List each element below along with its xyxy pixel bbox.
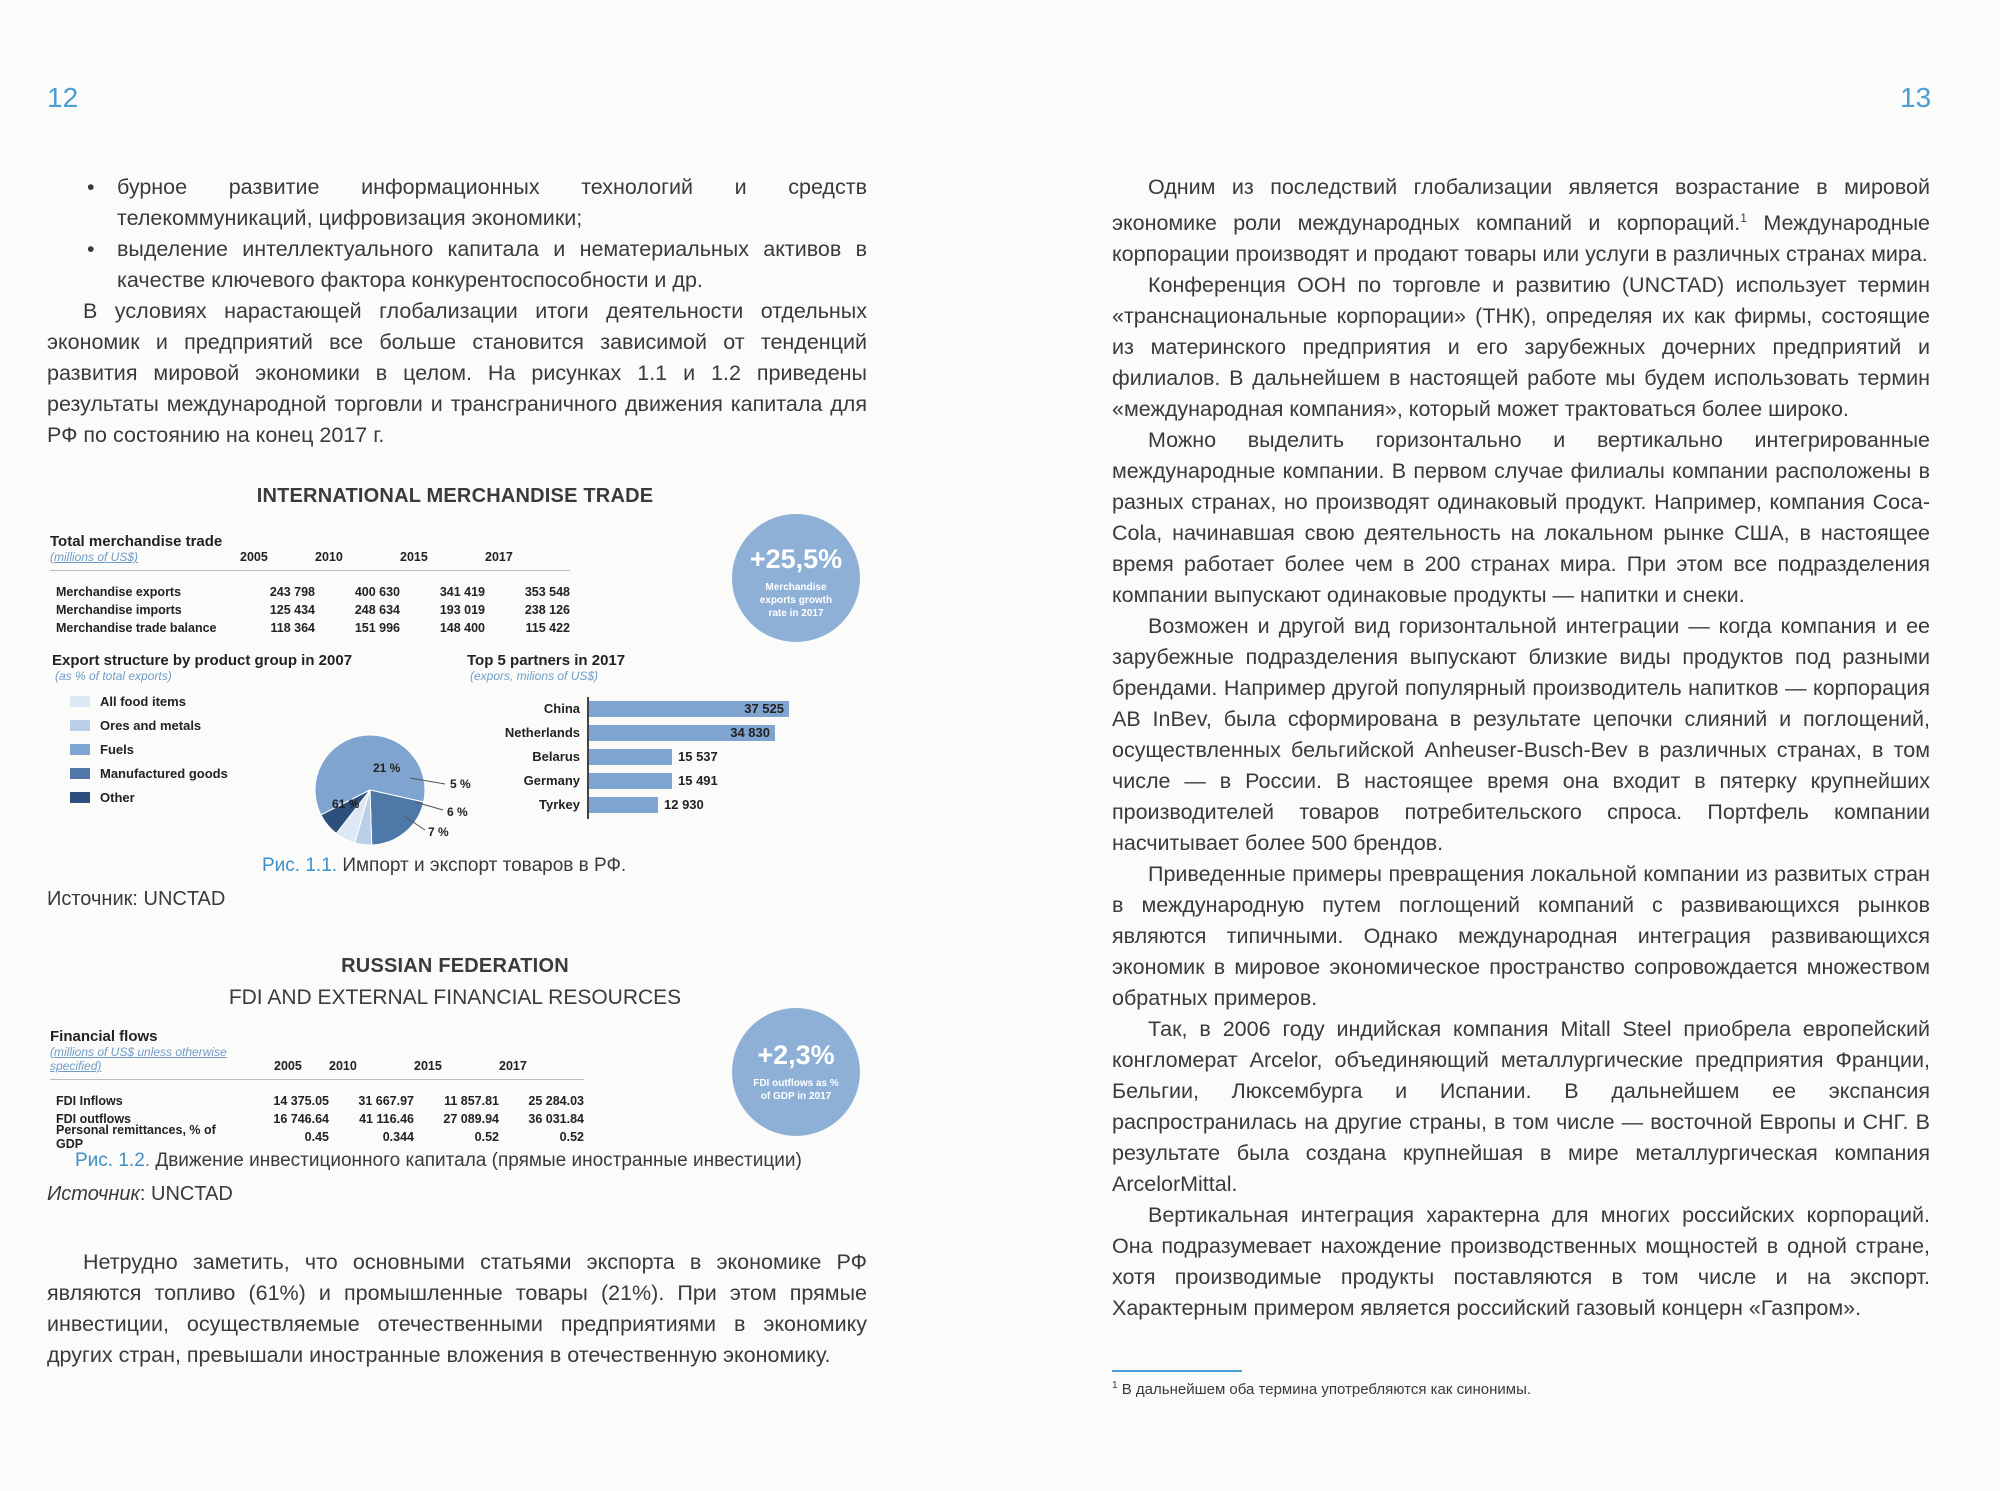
figure2-title: RUSSIAN FEDERATION <box>341 955 569 977</box>
figure1-title: INTERNATIONAL MERCHANDISE TRADE <box>256 485 654 507</box>
intro-paragraph: В условиях нарастающей глобализации итоги деятельности отдельных экономик и предприятий все больше становится зависимой от тенденций развития мировой экономики в целом. На рисунках 1.1 и 1.2 приведены результаты международной торговли и трансграничного движения капитала для РФ по состоянию на конец 2017 г. <box>47 299 867 447</box>
year-header: 2010 <box>315 550 343 564</box>
figure1-caption: Рис. 1.1. Импорт и экспорт товаров в РФ. <box>262 855 627 876</box>
paragraph: Конференция ООН по торговле и развитию (UNCTAD) использует термин «транснациональные корпорации» (ТНК), определяя их как фирмы, состоящие из материнского предприятия и его зарубежных дочерних предприятий и филиалов. В дальнейшем в настоящей работе мы будем использовать термин «международная компания», который может трактоваться более широко. <box>1112 273 1930 422</box>
page-number-right: 13 <box>1900 82 1932 113</box>
paragraph: Можно выделить горизонтально и вертикально интегрированные международные компании. В первом случае филиалы компании расположены в разных странах, но производят одинаковый продукт. Например, компания Coca-Cola, начинавшая свою деятельность на локальном рынке США, в настоящее время работает более чем в 200 странах мира. При этом все подразделения компании выпускают одинаковые продукты — напитки и снеки. <box>1112 428 1930 608</box>
year-header: 2017 <box>485 550 513 564</box>
fdi-outflow-badge <box>732 1008 860 1136</box>
year-header: 2015 <box>400 550 428 564</box>
trade-table <box>50 533 570 637</box>
bullet-list <box>47 172 867 296</box>
fdi-table-title: Financial flows <box>50 1028 158 1045</box>
badge-value: +2,3% <box>757 1040 835 1070</box>
paragraph: Возможен и другой вид горизонтальной интеграции — когда компания и ее зарубежные подразделения выпускают близкие виды продуктов под разными брендами. Например другой популярный производитель напитков — корпорация AB InBev, была сформирована в результате цепочки слияний и поглощений, осуществленных бельгийской Anheuser-Busch-Bev в различных странах, в том числе — в России. В настоящее время она входит в пятерку крупнейших производителей товаров потребительского спроса. Портфель компании насчитывает более 500 брендов. <box>1112 614 1930 856</box>
pie-label-6: 6 % <box>447 805 468 819</box>
export-structure-subtitle: (as % of total exports) <box>55 669 172 683</box>
trade-table-subtitle: (millions of US$) <box>50 550 139 564</box>
pie-label-manufactured: 21 % <box>373 761 401 775</box>
pie-label-7: 7 % <box>428 825 449 839</box>
bar-category-label: Netherlands <box>504 725 580 740</box>
figure1-source: Источник: UNCTAD <box>47 888 226 910</box>
partners-subtitle: (expors, milions of US$) <box>470 669 599 683</box>
year-header: 2005 <box>274 1059 302 1073</box>
bar-category-label: Belarus <box>532 749 580 764</box>
partners-title: Top 5 partners in 2017 <box>467 652 626 669</box>
paragraph: Приведенные примеры превращения локальной компании из развитых стран в международную путем поглощений компаний с развивающихся рынков являются типичными. Однако международная интеграция развивающихся экономик в мировое экономическое пространство сопровождается множеством обратных примеров. <box>1112 862 1930 1011</box>
paragraph: Одним из последствий глобализации является возрастание в мировой экономике роли международных компаний и корпораций.$^1$ Международные корпорации производят и продают товары или услуги в различных странах мира. <box>1112 175 1930 267</box>
table-row: FDI Inflows 14 375.05 31 667.97 11 857.81 25 284.03 <box>56 1094 584 1108</box>
paragraph: Так, в 2006 году индийская компания Mitall Steel приобрела европейский конгломерат Arcelor, объединяющий металлургические предприятия Франции, Бельгии, Люксембурга и Испании. В дальнейшем ее экспансия распространилась на другие страны, в том числе — восточной Европы и СНГ. В результате была создана крупнейшая в мире металлургическая компания ArcelorMittal. <box>1112 1017 1930 1197</box>
footnote-divider <box>1112 1370 1242 1372</box>
legend-item: Ores and metals <box>70 713 352 737</box>
badge-value: +25,5% <box>749 544 843 574</box>
table-row: Merchandise exports 243 798 400 630 341 419 353 548 <box>56 585 570 599</box>
bar-tyrkey <box>589 797 658 813</box>
pie-label-5: 5 % <box>450 777 471 791</box>
table-row: FDI outflows 16 746.64 41 116.46 27 089.94 36 031.84 <box>56 1112 584 1126</box>
year-header: 2017 <box>499 1059 527 1073</box>
pie-label-fuels: 61 % <box>332 797 360 811</box>
bar-belarus <box>589 749 672 765</box>
paragraph: Вертикальная интеграция характерна для многих российских корпораций. Она подразумевает нахождение производственных мощностей в одной стране, хотя производимые продукты поставляются в том числе и на экспорт. Характерным примером является российский газовый концерн «Газпром». <box>1112 1203 1930 1321</box>
footnote-ref: 1 <box>1740 211 1747 225</box>
bar-value-label: 12 930 <box>664 797 704 812</box>
right-text-block <box>1112 172 1930 1324</box>
legend-item: Manufactured goods <box>70 761 352 785</box>
fdi-table <box>50 1028 584 1151</box>
export-structure-title: Export structure by product group in 2007 <box>52 652 353 669</box>
year-header: 2005 <box>240 550 268 564</box>
page-number-left: 12 <box>47 82 79 113</box>
table-row: Merchandise imports 125 434 248 634 193 019 238 126 <box>56 603 570 617</box>
badge-text: FDI outflows as % of GDP in 2017 <box>753 1078 839 1102</box>
export-growth-badge <box>732 514 860 642</box>
year-header: 2010 <box>329 1059 357 1073</box>
bar-category-label: Germany <box>523 773 580 788</box>
table-row: Personal remittances, % of GDP 0.45 0.344 0.52 0.52 <box>56 1123 584 1151</box>
legend-item: All food items <box>70 689 352 713</box>
bar-germany <box>589 773 672 789</box>
figure2-caption: Рис. 1.2. Движение инвестиционного капитала (прямые иностранные инвестиции) <box>75 1150 802 1171</box>
bar-category-label: China <box>543 701 580 716</box>
closing-paragraph-block <box>47 1247 867 1371</box>
figure2-source: Источник: UNCTAD <box>47 1183 233 1205</box>
bar-value-label: 15 537 <box>678 749 718 764</box>
bar-value-label: 15 491 <box>678 773 718 788</box>
footnote: $^1$ В дальнейшем оба термина употребляются как синонимы. <box>1112 1380 1532 1398</box>
legend-item: Fuels <box>70 737 352 761</box>
partners-bar-chart <box>440 697 830 822</box>
closing-paragraph: Нетрудно заметить, что основными статьями экспорта в экономике РФ являются топливо (61%) и промышленные товары (21%). При этом прямые инвестиции, осуществляемые отечественными предприятиями в экономику других стран, превышали иностранные вложения в отечественную экономику. <box>47 1250 867 1367</box>
table-row: Merchandise trade balance 118 364 151 996 148 400 115 422 <box>56 621 570 635</box>
bar-value-label: 37 525 <box>744 701 784 716</box>
bullet-item: • выделение интеллектуального капитала и нематериальных активов в качестве ключевого фактора конкурентоспособности и др. <box>47 234 867 296</box>
year-header: 2015 <box>414 1059 442 1073</box>
bar-category-label: Tyrkey <box>539 797 580 812</box>
trade-table-title: Total merchandise trade <box>50 533 223 550</box>
bullet-list-block <box>47 172 867 451</box>
legend-item: Other <box>70 785 352 809</box>
badge-text: Merchandise exports growth rate in 2017 <box>759 582 833 619</box>
fdi-table-subtitle: (millions of US$ unless otherwise specified) <box>50 1045 227 1073</box>
bullet-item: • бурное развитие информационных технологий и средств телекоммуникаций, цифровизация экономики; <box>47 172 867 234</box>
partners-block <box>467 652 625 683</box>
bar-value-label: 34 830 <box>730 725 770 740</box>
figure2-subtitle: FDI AND EXTERNAL FINANCIAL RESOURCES <box>228 986 682 1009</box>
